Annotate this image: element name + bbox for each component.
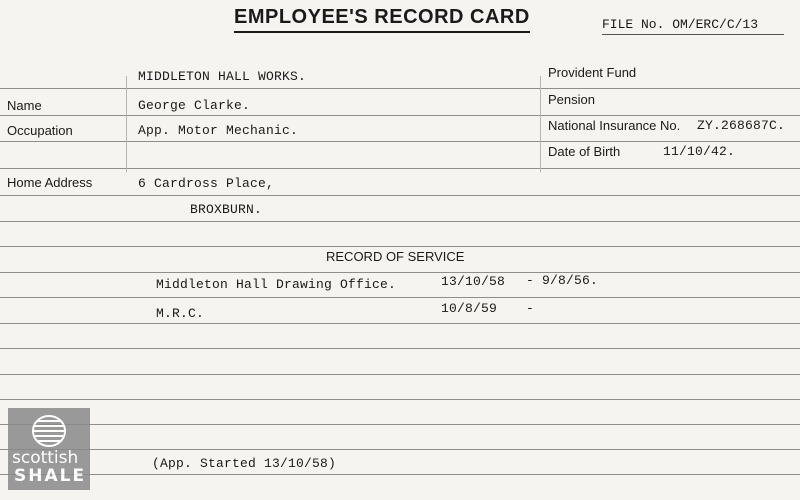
dob-value: 11/10/42.: [663, 144, 736, 159]
card-title: EMPLOYEE'S RECORD CARD: [234, 6, 530, 33]
column-divider: [126, 76, 127, 172]
record-of-service-heading: RECORD OF SERVICE: [326, 249, 465, 264]
ruled-line: [0, 115, 800, 116]
logo-text-scottish: scottish: [12, 448, 79, 468]
ruled-line: [0, 399, 800, 400]
national-insurance-value: ZY.268687C.: [697, 118, 786, 133]
name-label: Name: [7, 98, 42, 113]
national-insurance-label: National Insurance No.: [548, 118, 681, 133]
ruled-line: [0, 168, 800, 169]
ruled-line: [0, 348, 800, 349]
service-place: Middleton Hall Drawing Office.: [156, 277, 397, 292]
service-from: 13/10/58: [441, 274, 506, 289]
file-number: FILE No. OM/ERC/C/13: [602, 17, 759, 32]
file-number-underline: [602, 34, 784, 35]
service-from: 10/8/59: [441, 301, 498, 316]
name-value: George Clarke.: [138, 98, 251, 113]
ruled-line: [0, 246, 800, 247]
scottish-shale-logo: [8, 408, 90, 490]
service-place: M.R.C.: [156, 306, 205, 321]
ruled-line: [0, 474, 800, 475]
column-divider: [540, 76, 541, 172]
works-name: MIDDLETON HALL WORKS.: [138, 69, 307, 84]
ruled-line: [0, 195, 800, 196]
pension-label: Pension: [548, 92, 595, 107]
address-line-2: BROXBURN.: [190, 202, 263, 217]
dob-label: Date of Birth: [548, 144, 621, 159]
occupation-value: App. Motor Mechanic.: [138, 123, 299, 138]
ruled-line: [0, 424, 800, 425]
ruled-line: [0, 323, 800, 324]
ruled-line: [0, 88, 800, 89]
ruled-line: [0, 141, 800, 142]
home-address-label: Home Address: [7, 175, 93, 190]
ruled-line: [0, 449, 800, 450]
address-line-1: 6 Cardross Place,: [138, 176, 275, 191]
ruled-line: [0, 374, 800, 375]
ruled-line: [0, 221, 800, 222]
occupation-label: Occupation: [7, 123, 73, 138]
logo-text-shale: SHALE: [14, 466, 87, 486]
service-to: - 9/8/56.: [526, 273, 599, 288]
apprenticeship-note: (App. Started 13/10/58): [152, 456, 337, 471]
service-to: -: [526, 301, 535, 316]
ruled-line: [0, 272, 800, 273]
globe-icon: [30, 414, 68, 448]
provident-fund-label: Provident Fund: [548, 65, 637, 80]
ruled-line: [0, 297, 800, 298]
